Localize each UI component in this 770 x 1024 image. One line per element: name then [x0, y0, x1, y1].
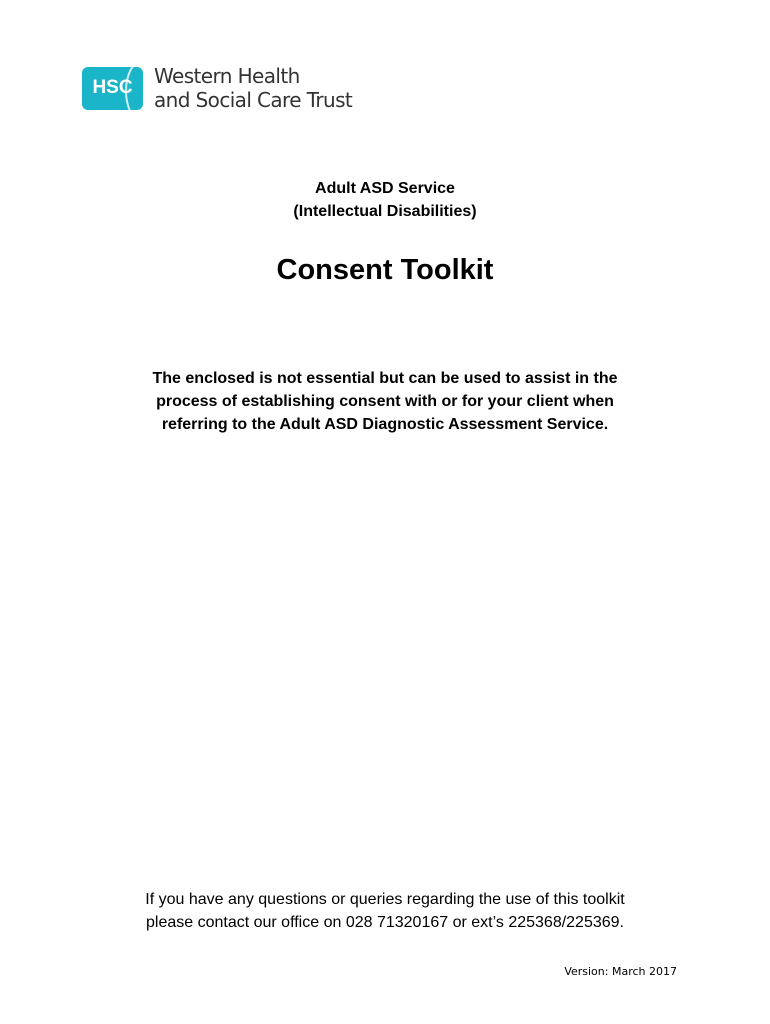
- organization-logo: [82, 64, 352, 112]
- logo-text: [154, 64, 352, 112]
- service-line-1: Adult ASD Service: [315, 180, 455, 197]
- logo-line-1: Western Health: [154, 64, 300, 88]
- logo-mark: HSC: [92, 77, 133, 98]
- version-label: Version: March 2017: [564, 965, 677, 978]
- contact-line-1: If you have any questions or queries regarding the use of this toolkit: [145, 891, 625, 908]
- service-line-2: (Intellectual Disabilities): [293, 203, 477, 220]
- intro-line-2: process of establishing consent with or for your client when: [156, 393, 614, 410]
- document-title: Consent Toolkit: [276, 254, 494, 286]
- intro-line-1: The enclosed is not essential but can be used to assist in the: [152, 370, 618, 387]
- logo-line-2: and Social Care Trust: [154, 88, 353, 112]
- contact-paragraph: [0, 888, 770, 934]
- intro-paragraph: [0, 367, 770, 436]
- contact-line-2: please contact our office on 028 71320167 or ext’s 225368/225369.: [145, 914, 624, 931]
- service-name: [0, 177, 770, 223]
- intro-line-3: referring to the Adult ASD Diagnostic Assessment Service.: [161, 416, 609, 433]
- hsc-logo-icon: [82, 67, 143, 110]
